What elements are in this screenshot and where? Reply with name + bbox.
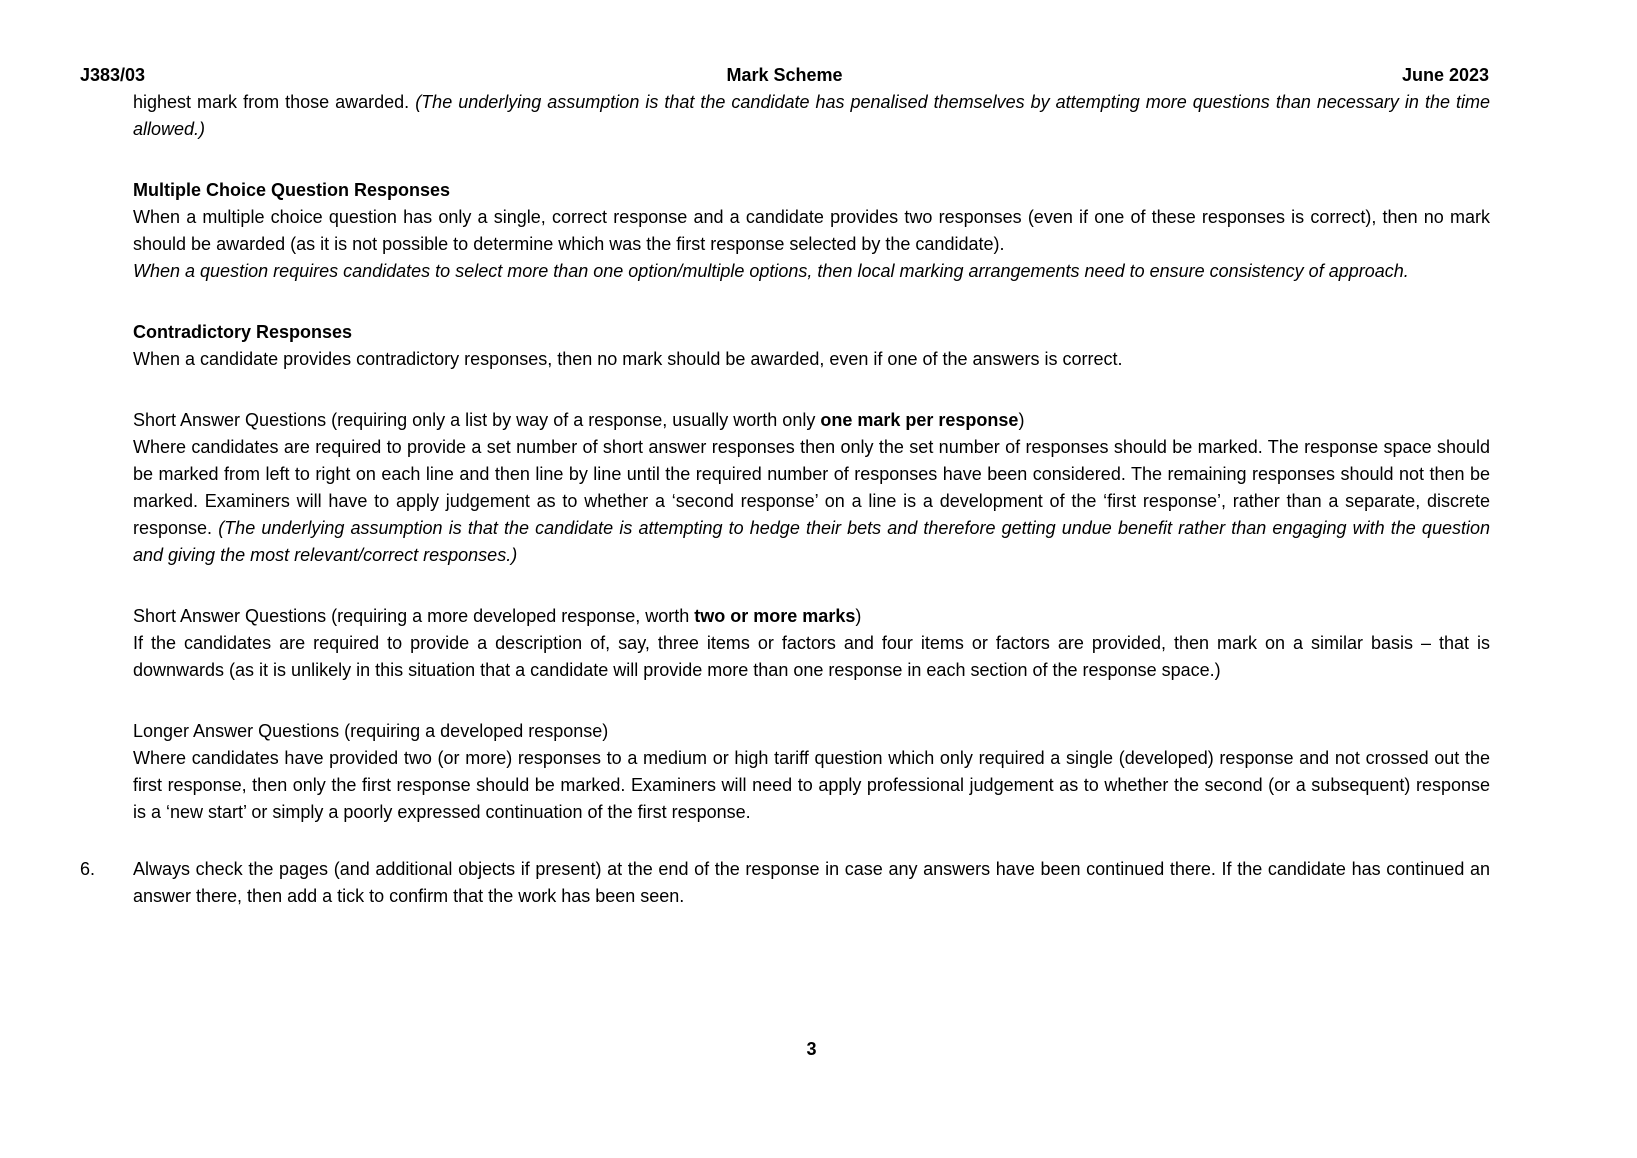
section-contradictory <box>133 319 1490 373</box>
section-longer-answer <box>133 718 1490 826</box>
short-answer-developed-heading-close: ) <box>855 606 862 626</box>
short-answer-list-heading-bold: one mark per response <box>820 410 1019 430</box>
document-date: June 2023 <box>1401 65 1490 85</box>
short-answer-developed-heading-bold: two or more marks <box>694 606 856 626</box>
document-code: J383/03 <box>80 65 146 85</box>
short-answer-developed-heading <box>133 603 1490 630</box>
document-title: Mark Scheme <box>726 65 843 85</box>
short-answer-list-italic-note: (The underlying assumption is that the candidate is attempting to hedge their bets and therefore getting undue benefit rather than engaging with the question and giving the most relevant/correct responses.) <box>133 518 1490 565</box>
document-body <box>133 89 1490 826</box>
section-short-answer-list <box>133 407 1490 569</box>
intro-italic-note: (The underlying assumption is that the candidate has penalised themselves by attempting more questions than necessary in the time allowed.) <box>133 92 1490 139</box>
multiple-choice-paragraph <box>133 204 1490 285</box>
page-header <box>0 0 1637 89</box>
short-answer-developed-paragraph: If the candidates are required to provide a description of, say, three items or factors and four items or factors are provided, then mark on a similar basis – that is downwards (as it is unlikely in this situation that a candidate will provide more than one response in each section of the response space.) <box>133 633 1490 680</box>
section-short-answer-developed <box>133 603 1490 684</box>
short-answer-list-heading <box>133 407 1490 434</box>
longer-answer-heading: Longer Answer Questions (requiring a developed response) <box>133 721 609 741</box>
short-answer-developed-heading-text: Short Answer Questions (requiring a more developed response, worth <box>133 606 695 626</box>
short-answer-list-text: Where candidates are required to provide a set number of short answer responses then only the set number of responses should be marked. The response space should be marked from left to right on each line and then line by line until the required number of responses have been considered. The remaining responses should not then be marked. Examiners will have to apply judgement as to whether a ‘second response’ on a line is a development of the ‘first response’, rather than a separate, discrete response. <box>133 437 1490 538</box>
section-multiple-choice <box>133 177 1490 285</box>
item-number: 6. <box>80 859 96 879</box>
page-number: 3 <box>806 1039 817 1059</box>
contradictory-paragraph: When a candidate provides contradictory responses, then no mark should be awarded, even if one of the answers is correct. <box>133 349 1123 369</box>
short-answer-list-heading-close: ) <box>1018 410 1025 430</box>
item-text: Always check the pages (and additional objects if present) at the end of the response in case any answers have been continued there. If the candidate has continued an answer there, then add a tick to confirm that the work has been seen. <box>133 859 1490 906</box>
multiple-choice-heading: Multiple Choice Question Responses <box>133 180 451 200</box>
numbered-item-6 <box>80 856 1637 910</box>
intro-text: highest mark from those awarded. <box>133 92 416 112</box>
contradictory-heading: Contradictory Responses <box>133 322 353 342</box>
short-answer-list-paragraph <box>133 434 1490 569</box>
short-answer-list-heading-text: Short Answer Questions (requiring only a list by way of a response, usually worth only <box>133 410 821 430</box>
intro-paragraph <box>133 89 1490 143</box>
longer-answer-paragraph: Where candidates have provided two (or more) responses to a medium or high tariff question which only required a single (developed) response and not crossed out the first response, then only the first response should be marked. Examiners will need to apply professional judgement as to whether the second (or a subsequent) response is a ‘new start’ or simply a poorly expressed continuation of the first response. <box>133 748 1490 822</box>
multiple-choice-text: When a multiple choice question has only a single, correct response and a candidate provides two responses (even if one of these responses is correct), then no mark should be awarded (as it is not possible to determine which was the first response selected by the candidate). <box>133 207 1490 254</box>
multiple-choice-italic-note: When a question requires candidates to select more than one option/multiple options, then local marking arrangements need to ensure consistency of approach. <box>133 261 1409 281</box>
